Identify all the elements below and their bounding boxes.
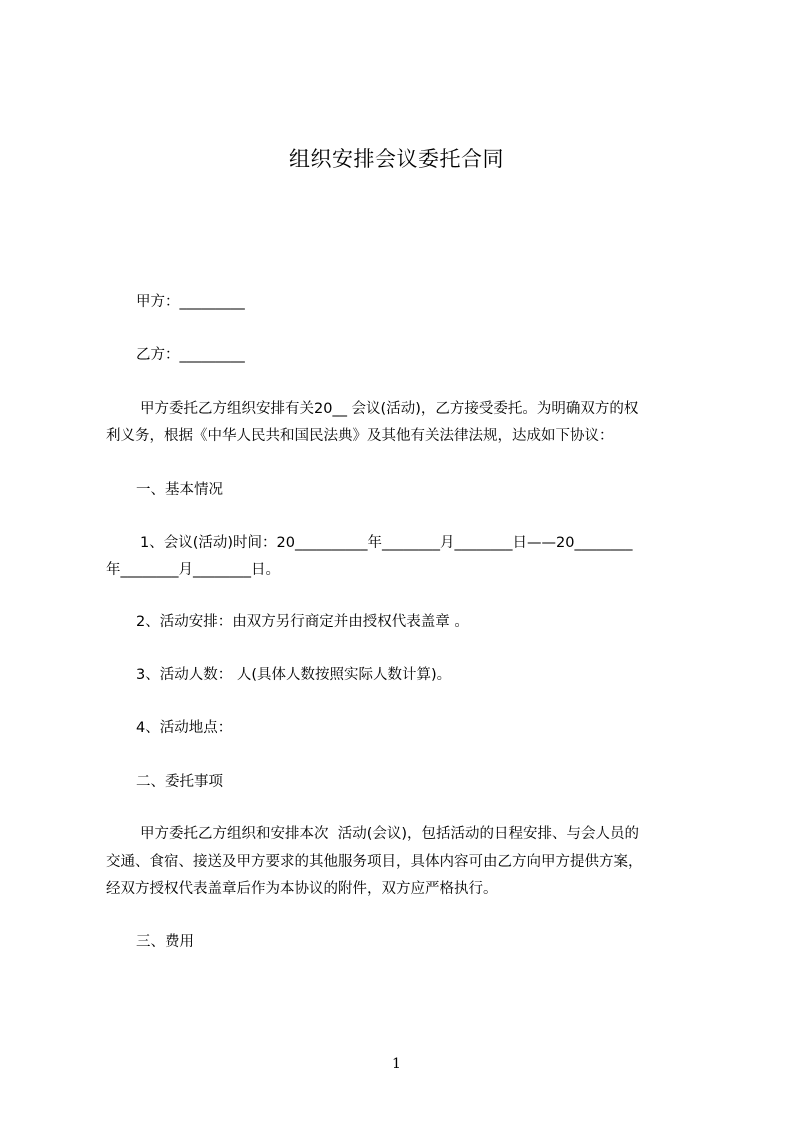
section-2-heading: 二、委托事项 xyxy=(136,774,223,790)
section-2-line-1: 甲方委托乙方组织和安排本次 活动(会议)，包括活动的日程安排、与会人员的 xyxy=(140,826,640,842)
document-title: 组织安排会议委托合同 xyxy=(289,147,504,171)
section-2-line-2: 交通、食宿、接送及甲方要求的其他服务项目，具体内容可由乙方向甲方提供方案， xyxy=(106,854,643,870)
page-number: 1 xyxy=(392,1056,401,1072)
item-3-line: 3、活动人数： 人(具体人数按照实际人数计算)。 xyxy=(136,667,452,683)
intro-line-2: 利义务，根据《中华人民共和国民法典》及其他有关法律法规，达成如下协议： xyxy=(106,428,614,444)
item-4-line: 4、活动地点： xyxy=(136,720,233,736)
intro-line-1: 甲方委托乙方组织安排有关20__ 会议(活动)，乙方接受委托。为明确双方的权 xyxy=(140,401,639,417)
item-2-line: 2、活动安排：由双方另行商定并由授权代表盖章 。 xyxy=(136,614,469,630)
item-1-line-2: 年________月________日。 xyxy=(106,562,280,578)
item-1-line-1: 1、会议(活动)时间：20__________年________月________日——20________ xyxy=(140,535,633,551)
section-3-heading: 三、费用 xyxy=(136,934,194,950)
section-1-heading: 一、基本情况 xyxy=(136,482,223,498)
party-b-line: 乙方：_________ xyxy=(136,347,245,363)
section-2-line-3: 经双方授权代表盖章后作为本协议的附件，双方应严格执行。 xyxy=(106,881,498,897)
party-a-line: 甲方：_________ xyxy=(136,294,245,310)
